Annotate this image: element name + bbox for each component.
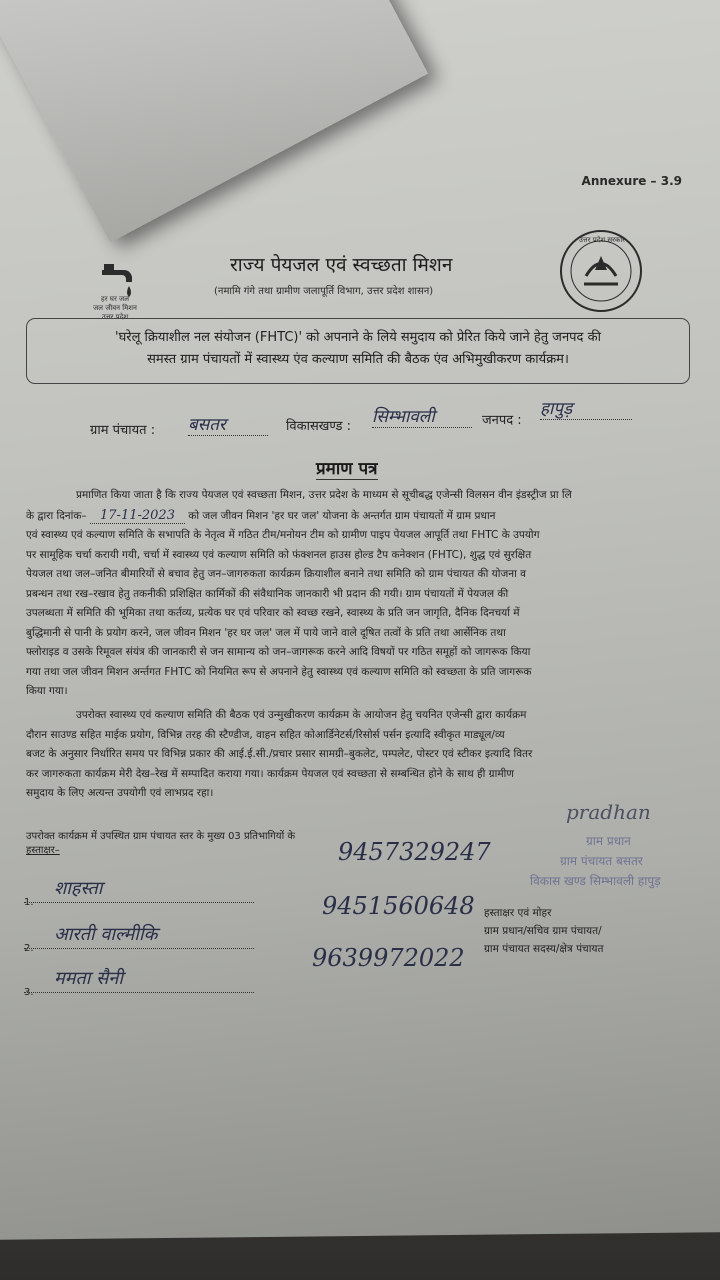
janpad-label: जनपद : xyxy=(482,413,522,428)
participant-phone-2: 9451560648 xyxy=(322,892,475,920)
banner-line-1: 'घरेलू क्रियाशील नल संयोजन (FHTC)' को अपनाने के लिये समुदाय को प्रेरित किये जाने हेतु जनपद की xyxy=(115,330,601,345)
participant-phone-1: 9457329247 xyxy=(338,838,491,866)
participant-signature-3: 3. ममता सैनी xyxy=(24,968,254,993)
program-banner xyxy=(26,318,690,384)
vikaskhand-value: सिम्भावली xyxy=(372,404,472,428)
gram-panchayat-label: ग्राम पंचायत : xyxy=(90,423,156,438)
mission-title: राज्य पेयजल एवं स्वच्छता मिशन xyxy=(230,254,453,276)
gram-panchayat-value: बसतर xyxy=(188,412,268,436)
annexure-label: Annexure – 3.9 xyxy=(581,174,682,188)
participant-signature-2: 2. आरती वाल्मीकि xyxy=(24,924,254,949)
seal-text: उत्तर प्रदेश सरकार xyxy=(578,236,626,244)
janpad-value: हापुड़ xyxy=(540,396,632,420)
participant-phone-3: 9639972022 xyxy=(312,944,465,972)
paragraph-2: उपरोक्त स्वास्थ्य एवं कल्याण समिति की बैठक एवं उन्मुखीकरण कार्यक्रम के आयोजन हेतु चयनित एजेन्सी द्वारा कार्यक्रम दौरान साउण्ड सहित माईक प्रयोग, विभिन्न तरह की स्टैण्डीज, वाहन सहित कोआर्डिनेटर्स/रिसोर्स पर्सन इत्यादि स्वीकृत माड्यूल/व्य बजट के अनुसार निर्धारित समय पर विभिन्न प्रकार की आई.ई.सी./प्रचार प्रसार सामग्री–बुकलेट, पम्पलेट, पोस्टर एवं स्टीकर इत्यादि वितर कर जागरुकता कार्यक्रम मेरी देख–रेख में सम्पादित कराया गया। कार्यक्रम पेयजल एवं स्वच्छता से सम्बन्धित होने के साथ ही ग्रामीण समुदाय के लिए अत्यन्त उपयोगी एवं लाभप्रद रहा। xyxy=(26,709,533,799)
vikaskhand-label: विकासखण्ड : xyxy=(286,419,352,434)
paragraph-1: प्रमाणित किया जाता है कि राज्य पेयजल एवं स्वच्छता मिशन, उत्तर प्रदेश के माध्यम से सूचीबद्ध एजेन्सी विलसन वीन इंडस्ट्रीज प्रा लि के द्वारा दिनांक– 17-11-2023 को जल जीवन मिशन 'हर घर जल' योजना के अन्तर्गत ग्राम पंचायतों में ग्राम प्रधान एवं स्वास्थ्य एवं कल्याण समिति के सभापति के नेतृत्व में गठित टीम/मनोयन टीम को ग्रामीण पाइप पेयजल आपूर्ति तथा FHTC के उपयोग पर सामूहिक चर्चा करायी गयी, चर्चा में स्वास्थ्य एवं कल्याण समिति को फंक्शनल हाउस होल्ड टैप कनेक्शन (FHTC), शुद्ध एवं सुरक्षित पेयजल तथा जल–जनित बीमारियों से बचाव हेतु जन–जागरुकता कार्यक्रम क्रियाशील बनाने तथा समिति को ग्राम पंचायत की योजना व प्रबन्धन तथा रख–रखाव हेतु तकनीकी प्रशिक्षित कार्मिकों की संवैधानिक जानकारी भी प्रदान की गयी। ग्राम पंचायतों में पेयजल की उपलब्धता में समिति की भूमिका तथा कर्तव्य, प्रत्येक घर एवं परिवार को स्वच्छ रखने, स्वास्थ्य के प्रति जन जागृति, दैनिक दिनचर्या में बुद्धिमानी से पानी के प्रयोग करने, जल जीवन मिशन 'हर घर जल' जल में पाये जाने वाले दूषित तत्वों के प्रति तथा आर्सेनिक तथा फ्लोराइड व उसके रिमूवल संयंत्र की जानकारी से जन सामान्य को जन–जागरूक करने आदि विषयों पर गठित समूहों को जागरूक किया गया तथा जल जीवन मिशन अर्न्तगत FHTC को नियमित रूप से अपनाने हेतु स्वास्थ्य एवं कल्याण समिति को स्वच्छता के प्रति जागरूक किया गया। xyxy=(26,489,572,697)
certificate-title: प्रमाण पत्र xyxy=(316,456,378,480)
participant-signature-1: 1. शाहस्ता xyxy=(24,878,254,903)
mission-subtitle: (नमामि गंगे तथा ग्रामीण जलापूर्ति विभाग, उत्तर प्रदेश शासन) xyxy=(214,286,434,297)
banner-line-2: समस्त ग्राम पंचायतों में स्वास्थ्य एंव कल्याण समिति की बैठक एंव अभिमुखीकरण कार्यक्रम। xyxy=(147,352,569,367)
gram-pradhan-stamp: pradhan ग्राम प्रधान ग्राम पंचायत बसतर विकास खण्ड सिम्भावली हापुड़ xyxy=(530,800,661,888)
official-signatory-block: हस्ताक्षर एवं मोहर ग्राम प्रधान/सचिव ग्राम पंचायत/ ग्राम पंचायत सदस्य/क्षेत्र पंचायत xyxy=(484,907,604,955)
pradhan-signature: pradhan xyxy=(566,800,651,824)
participants-label: उपरोक्त कार्यक्रम में उपस्थित ग्राम पंचायत स्तर के मुख्य 03 प्रतिभागियों के हस्ताक्षर– xyxy=(26,831,296,856)
program-date: 17-11-2023 xyxy=(90,508,185,524)
logo-caption: हर घर जल जल जीवन मिशन उत्तर प्रदेश xyxy=(93,295,137,321)
